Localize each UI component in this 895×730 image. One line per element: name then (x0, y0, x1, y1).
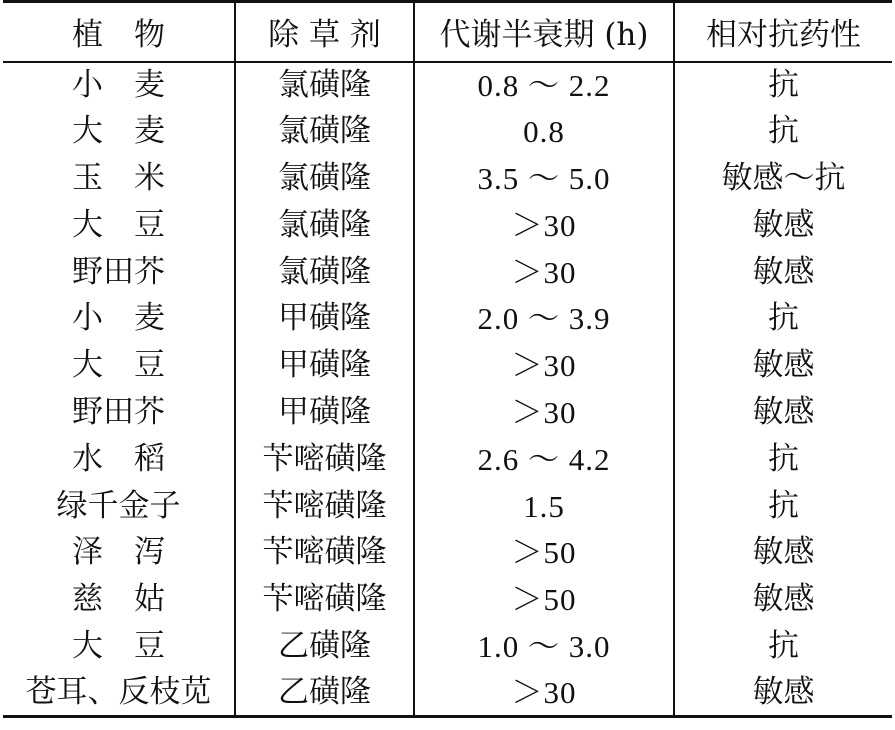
table-row (3, 483, 892, 530)
herbicide-metabolism-table (3, 0, 892, 718)
cell-plant: 大 豆 (72, 206, 165, 243)
cell-resistance: 敏感 (674, 529, 892, 576)
header-row (3, 2, 892, 62)
header-resistance: 相对抗药性 (674, 2, 892, 62)
cell-half-life: 1.0 ～ 3.0 (414, 623, 674, 670)
table-row (3, 576, 892, 623)
cell-resistance: 抗 (674, 295, 892, 342)
cell-resistance: 敏感 (674, 249, 892, 296)
table-row (3, 389, 892, 436)
cell-resistance: 抗 (674, 436, 892, 483)
table-header (3, 2, 892, 62)
table-row (3, 155, 892, 202)
cell-half-life: ＞30 (414, 670, 674, 717)
cell-resistance: 抗 (674, 483, 892, 530)
herbicide-metabolism-table-container (3, 0, 892, 730)
table-row (3, 670, 892, 717)
cell-herbicide: 苄嘧磺隆 (235, 576, 414, 623)
cell-resistance: 敏感 (674, 576, 892, 623)
cell-half-life: 0.8 ～ 2.2 (414, 62, 674, 109)
cell-resistance: 敏感 (674, 389, 892, 436)
cell-herbicide: 乙磺隆 (235, 670, 414, 717)
cell-resistance: 抗 (674, 108, 892, 155)
table-row (3, 62, 892, 109)
cell-plant: 大 豆 (72, 627, 165, 664)
cell-half-life: ＞50 (414, 529, 674, 576)
header-plant: 植 物 (3, 2, 235, 62)
cell-herbicide: 苄嘧磺隆 (235, 529, 414, 576)
cell-plant: 水 稻 (72, 440, 165, 477)
cell-resistance: 敏感 (674, 670, 892, 717)
cell-herbicide: 甲磺隆 (235, 389, 414, 436)
cell-herbicide: 甲磺隆 (235, 342, 414, 389)
cell-plant: 野田芥 (72, 253, 165, 290)
cell-resistance: 敏感 (674, 202, 892, 249)
cell-half-life: ＞30 (414, 342, 674, 389)
cell-half-life: 2.0 ～ 3.9 (414, 295, 674, 342)
cell-resistance: 抗 (674, 623, 892, 670)
table-row (3, 529, 892, 576)
cell-herbicide: 氯磺隆 (235, 202, 414, 249)
cell-plant: 野田芥 (72, 393, 165, 430)
table-row (3, 436, 892, 483)
cell-herbicide: 氯磺隆 (235, 62, 414, 109)
table-row (3, 342, 892, 389)
cell-resistance: 敏感 (674, 342, 892, 389)
cell-half-life: ＞30 (414, 249, 674, 296)
cell-herbicide: 乙磺隆 (235, 623, 414, 670)
cell-half-life: ＞30 (414, 202, 674, 249)
cell-herbicide: 氯磺隆 (235, 108, 414, 155)
cell-herbicide: 氯磺隆 (235, 249, 414, 296)
cell-half-life: ＞50 (414, 576, 674, 623)
cell-resistance: 抗 (674, 62, 892, 109)
cell-plant: 玉 米 (72, 159, 165, 196)
cell-plant: 苍耳、反枝苋 (3, 670, 235, 717)
cell-plant: 泽 泻 (72, 534, 165, 571)
header-half-life: 代谢半衰期 (h) (414, 2, 674, 62)
cell-herbicide: 甲磺隆 (235, 295, 414, 342)
cell-plant: 小 麦 (72, 66, 165, 103)
header-herbicide: 除 草 剂 (235, 2, 414, 62)
cell-half-life: 2.6 ～ 4.2 (414, 436, 674, 483)
table-body (3, 62, 892, 717)
cell-half-life: 0.8 (414, 108, 674, 155)
cell-plant: 小 麦 (72, 300, 165, 337)
table-row (3, 623, 892, 670)
cell-plant: 大 麦 (72, 113, 165, 150)
table-row (3, 295, 892, 342)
cell-herbicide: 氯磺隆 (235, 155, 414, 202)
table-row (3, 202, 892, 249)
table-row (3, 249, 892, 296)
cell-half-life: ＞30 (414, 389, 674, 436)
cell-half-life: 1.5 (414, 483, 674, 530)
cell-plant: 慈 姑 (72, 581, 165, 618)
cell-plant: 大 豆 (72, 347, 165, 384)
cell-half-life: 3.5 ～ 5.0 (414, 155, 674, 202)
table-row (3, 108, 892, 155)
cell-resistance: 敏感～抗 (674, 155, 892, 202)
cell-herbicide: 苄嘧磺隆 (235, 483, 414, 530)
cell-plant: 绿千金子 (56, 487, 181, 524)
cell-herbicide: 苄嘧磺隆 (235, 436, 414, 483)
